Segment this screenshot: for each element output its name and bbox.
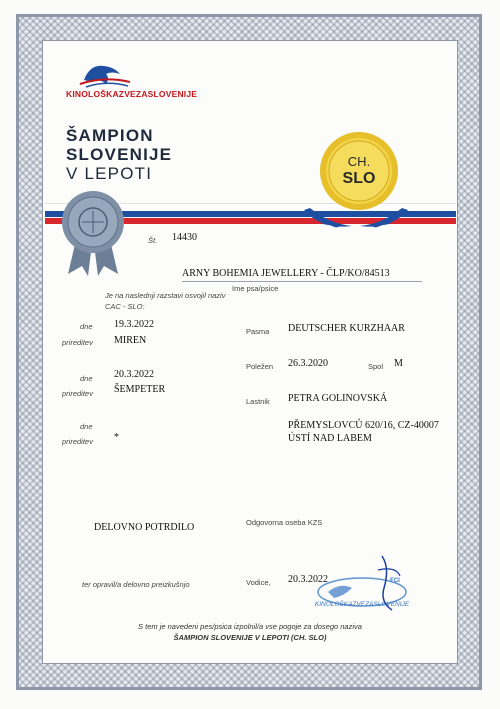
owner-label: Lastnik xyxy=(246,397,270,406)
seal-line-1: CH. xyxy=(347,154,371,169)
kzs-logo-mark xyxy=(76,58,134,88)
number-label: Št. xyxy=(148,236,158,245)
issue-date: 20.3.2022 xyxy=(288,574,328,585)
official-stamp xyxy=(300,548,430,618)
org-name: KINOLOŠKAZVEZASLOVENIJE xyxy=(66,89,198,99)
dog-name-label: Ime psa/psice xyxy=(232,284,279,293)
breed-label: Pasma xyxy=(246,327,270,336)
show-3-date-label: dne xyxy=(80,422,93,431)
work-passed: ter opravil/a delovno preizkušnjo xyxy=(82,580,190,589)
title-line-3: V LEPOTI xyxy=(66,164,153,183)
certificate-number: 14430 xyxy=(172,232,197,243)
show-1-date-label: dne xyxy=(80,322,93,331)
laurel-wreath-icon xyxy=(300,196,412,236)
owner: PETRA GOLINOVSKÁ xyxy=(288,393,388,404)
owner-address-1: PŘEMYSLOVCŮ 620/16, CZ-40007 xyxy=(288,420,439,431)
stamp-code: FCI xyxy=(390,578,400,584)
fci-rosette-seal xyxy=(58,188,128,276)
title-line-2: SLOVENIJE xyxy=(66,145,173,164)
sex: M xyxy=(394,358,403,369)
show-3-place-label: prireditev xyxy=(62,437,93,446)
sex-label: Spol xyxy=(368,362,384,371)
breed: DEUTSCHER KURZHAAR xyxy=(288,323,405,334)
owner-address-2: ÚSTÍ NAD LABEM xyxy=(288,433,372,444)
show-2-date: 20.3.2022 xyxy=(114,369,154,380)
seal-line-2: SLO xyxy=(342,170,376,187)
responsible-label: Odgovorna oseba KZS xyxy=(246,518,323,527)
show-intro: Je na naslednji razstavi osvojil naziv CAC - SLO: xyxy=(105,291,226,311)
dog-name-line xyxy=(182,281,422,282)
show-2-place-label: prireditev xyxy=(62,389,93,398)
title-line-1: ŠAMPION xyxy=(66,126,154,145)
stamp-text: KINOLOŠKAZVEZASLOVENIJE xyxy=(314,601,410,608)
work-certificate: DELOVNO POTRDILO xyxy=(94,522,195,533)
born-date: 26.3.2020 xyxy=(288,358,328,369)
footer-line-1: S tem je navedeni pes/psica izpolnil/a vse pogoje za dosego naziva xyxy=(138,622,362,631)
show-2-date-label: dne xyxy=(80,374,93,383)
dog-name: ARNY BOHEMIA JEWELLERY - ČLP/KO/84513 xyxy=(182,268,390,279)
show-2-place: ŠEMPETER xyxy=(114,384,166,395)
born-label: Poležen xyxy=(246,362,274,371)
show-3-place: * xyxy=(114,432,119,443)
footer-line-2: ŠAMPION SLOVENIJE V LEPOTI (CH. SLO) xyxy=(173,633,327,642)
show-1-place: MIREN xyxy=(114,335,147,346)
show-1-date: 19.3.2022 xyxy=(114,319,154,330)
place-label: Vodice, xyxy=(246,578,271,587)
show-1-place-label: prireditev xyxy=(62,338,93,347)
